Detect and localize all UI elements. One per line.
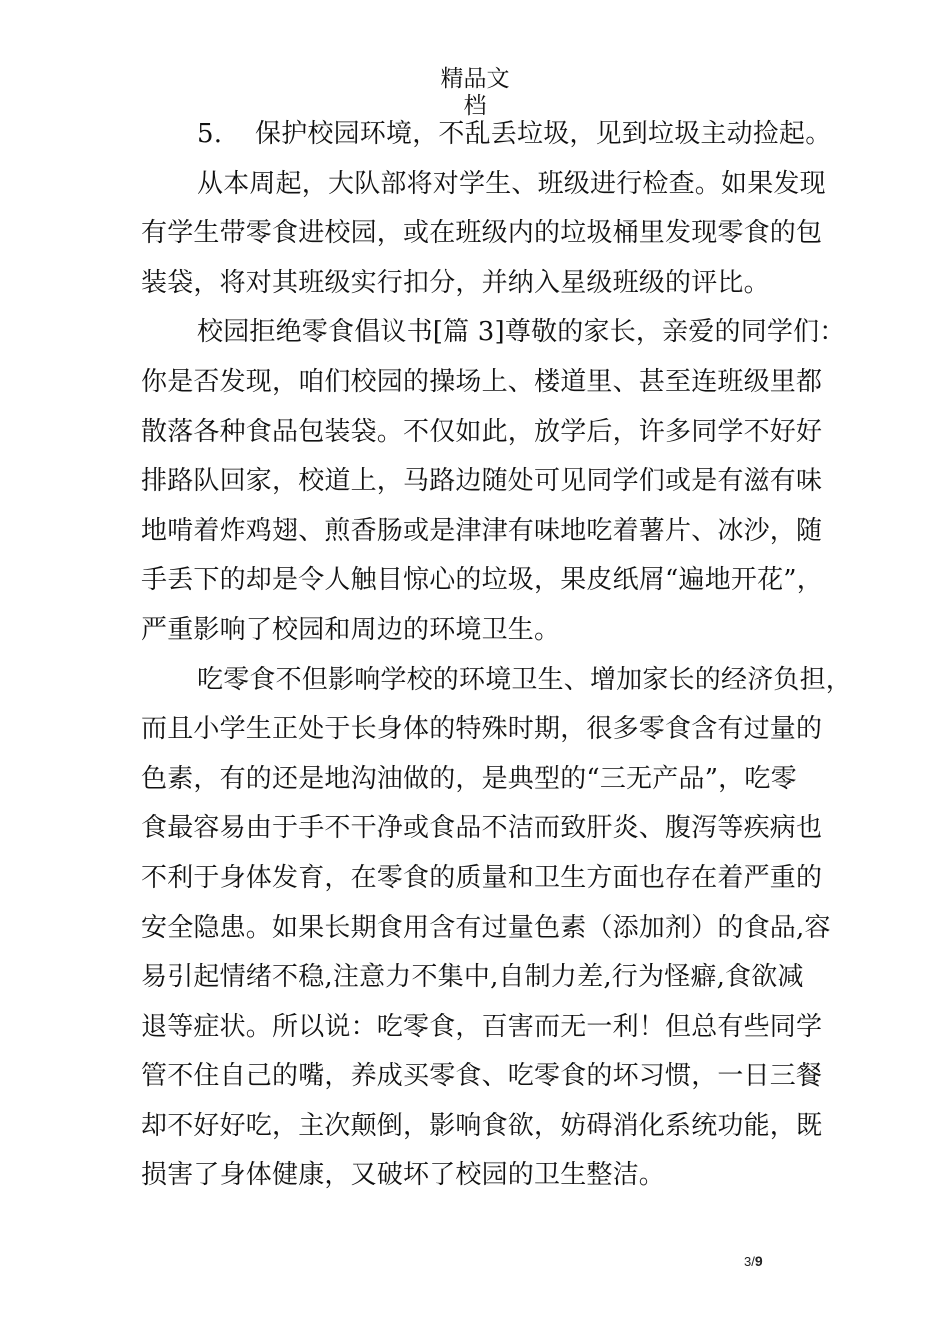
paragraph-line: 损害了身体健康，又破坏了校园的卫生整洁。 [141, 1160, 666, 1191]
document-body [141, 110, 853, 1201]
page-total: 9 [754, 1253, 763, 1269]
list-item-text: 保护校园环境，不乱丢垃圾，见到垃圾主动捡起。 [255, 119, 832, 149]
list-item-5 [141, 110, 841, 160]
paragraph-line: 地啃着炸鸡翅、煎香肠或是津津有味地吃着薯片、冰沙，随 [141, 515, 823, 546]
paragraph-line: 色素，有的还是地沟油做的，是典型的“三无产品”，吃零 [141, 763, 797, 794]
paragraph-line: 易引起情绪不稳,注意力不集中,自制力差,行为怪癖,食欲减 [141, 962, 804, 993]
paragraph-line: 排路队回家，校道上，马路边随处可见同学们或是有滋有味 [141, 466, 823, 497]
document-header-continued: 档 [463, 93, 487, 119]
page-separator: / [751, 1254, 755, 1269]
paragraph-line: 严重影响了校园和周边的环境卫生。 [141, 614, 561, 645]
paragraph-line: 吃零食不但影响学校的环境卫生、增加家长的经济负担， [197, 664, 853, 695]
paragraph-line: 从本周起，大队部将对学生、班级进行检查。如果发现 [197, 168, 826, 199]
paragraph-line: 散落各种食品包装袋。不仅如此，放学后，许多同学不好好 [141, 416, 823, 447]
paragraph-line: 你是否发现，咱们校园的操场上、楼道里、甚至连班级里都 [141, 366, 823, 397]
paragraph-line: 却不好好吃，主次颠倒，影响食欲，妨碍消化系统功能，既 [141, 1110, 823, 1141]
paragraph-line: 手丢下的却是令人触目惊心的垃圾，果皮纸屑“遍地开花”， [141, 565, 823, 596]
paragraph-2 [141, 308, 846, 655]
paragraph-line: 而且小学生正处于长身体的特殊时期，很多零食含有过量的 [141, 714, 823, 745]
paragraph-line: 退等症状。所以说：吃零食，百害而无一利！但总有些同学 [141, 1011, 823, 1042]
paragraph-line: 校园拒绝零食倡议书[篇 3]尊敬的家长，亲爱的同学们： [197, 317, 846, 348]
paragraph-1 [141, 160, 841, 309]
paragraph-line: 装袋，将对其班级实行扣分，并纳入星级班级的评比。 [141, 267, 770, 298]
list-item-number: 5. [197, 119, 223, 149]
document-header: 精品文 [440, 66, 510, 92]
paragraph-line: 不利于身体发育，在零食的质量和卫生方面也存在着严重的 [141, 862, 823, 893]
paragraph-line: 有学生带零食进校园，或在班级内的垃圾桶里发现零食的包 [141, 218, 823, 249]
paragraph-line: 安全隐患。如果长期食用含有过量色素（添加剂）的食品,容 [141, 912, 831, 943]
page-current: 3 [744, 1254, 752, 1269]
page-number [744, 1253, 763, 1269]
paragraph-line: 食最容易由于手不干净或食品不洁而致肝炎、腹泻等疾病也 [141, 813, 823, 844]
paragraph-3 [141, 656, 853, 1202]
paragraph-line: 管不住自己的嘴，养成买零食、吃零食的坏习惯，一日三餐 [141, 1061, 823, 1092]
